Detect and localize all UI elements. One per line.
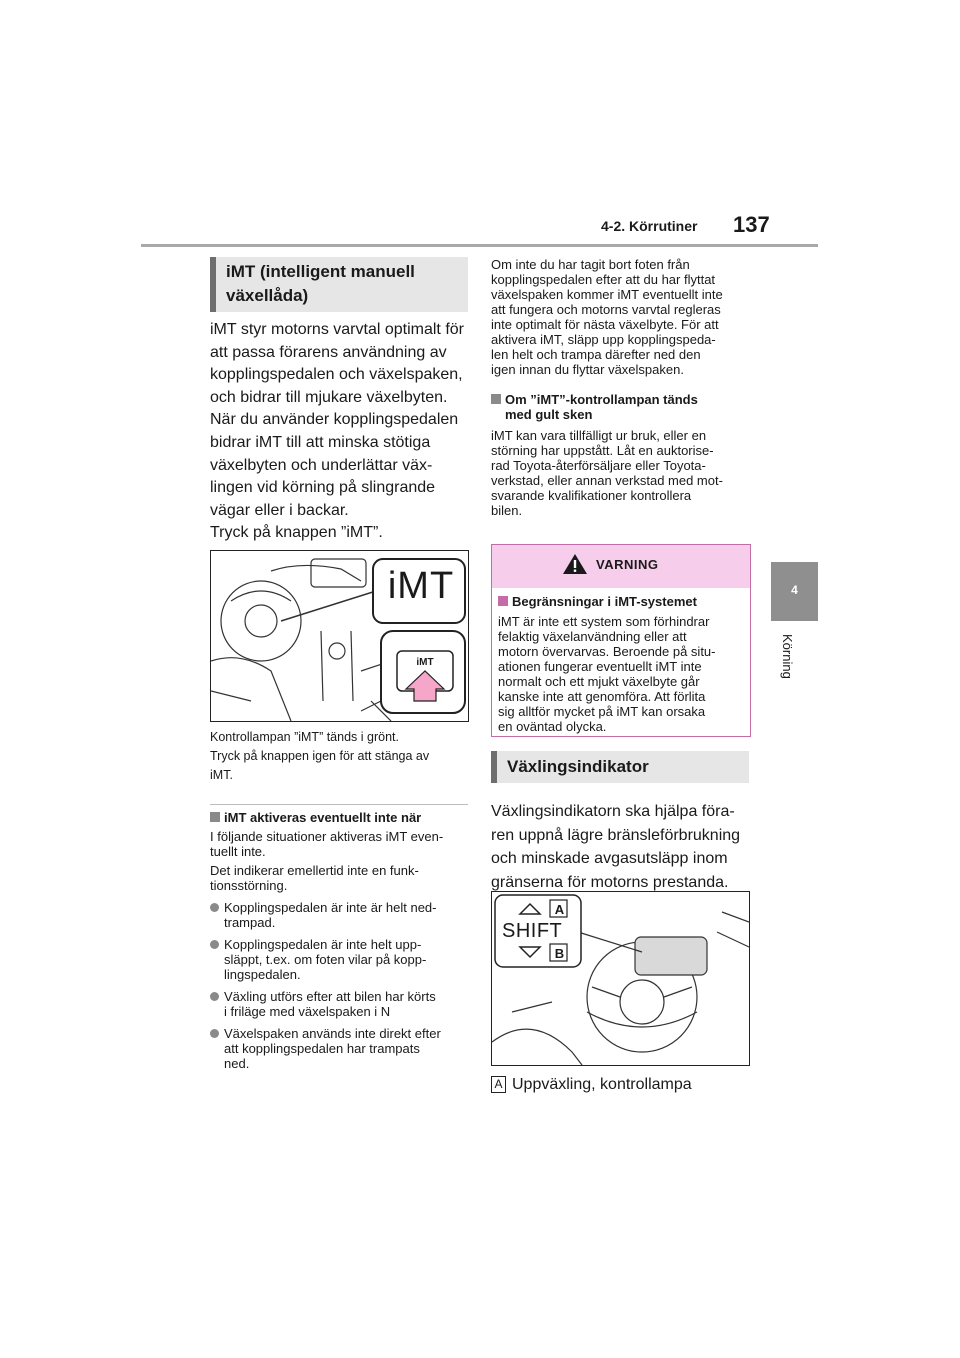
- intro-line: lingen vid körning på slingrande: [210, 479, 436, 497]
- continued-text: Om inte du har tagit bort foten från kopplingspedalen efter att du har flyttat växelspaken kommer iMT eventuellt inte att fungera och motorns varvtal regleras inte optimalt för nästa växelbyte. För att aktivera iMT, släpp upp kopplingspeda- len helt och trampa därefter ned den igen innan du flyttar växelspaken.: [491, 257, 723, 377]
- intro-line: kopplingspedalen och växelspaken,: [210, 366, 463, 384]
- list-item: Kopplingspedalen är inte helt upp- släppt, t.ex. om foten vilar på kopp- lingspedalen.: [210, 937, 468, 982]
- yellow-lamp-note: [491, 392, 753, 518]
- warning-box: [491, 544, 751, 737]
- activation-para: Det indikerar emellertid inte en funk- tionsstörning.: [210, 863, 419, 893]
- square-bullet-icon: [210, 812, 220, 822]
- intro-line: vägar eller i backar.: [210, 501, 349, 519]
- warning-header: [492, 545, 750, 588]
- intro-line: och bidrar till mjukare växelbyten.: [210, 388, 448, 406]
- list-item: Kopplingspedalen är inte är helt ned- trampad.: [210, 900, 468, 930]
- shift-section-heading: [491, 751, 749, 783]
- shift-intro: Växlingsindikatorn ska hjälpa föra- ren uppnå lägre bränsleförbrukning och minskade avgasutsläpp inom gränserna för motorns prestanda.: [491, 803, 741, 891]
- imt-heading-text: iMT (intelligent manuell växellåda): [226, 262, 415, 305]
- key-b-label: B: [554, 946, 565, 961]
- square-bullet-icon: [498, 596, 508, 606]
- bullet-dot-icon: [210, 903, 219, 912]
- intro-line: bidrar iMT till att minska stötiga: [210, 433, 431, 451]
- warning-title: Begränsningar i iMT-systemet: [498, 594, 742, 609]
- chapter-number: 4: [791, 583, 798, 597]
- intro-line: växelbyten och underlättar väx-: [210, 456, 433, 474]
- imt-button-illustration: [210, 550, 469, 722]
- activation-para: I följande situationer aktiveras iMT even- tuellt inte.: [210, 829, 444, 859]
- yellow-lamp-body: iMT kan vara tillfälligt ur bruk, eller en störning har uppstått. Låt en auktorise- rad Toyota-återförsäljare eller Toyota- verkstad, eller annan verkstad med mot- svarande kvalifikationer kontrollera bilen.: [491, 428, 723, 518]
- legend-key: A: [491, 1076, 506, 1093]
- warning-body: iMT är inte ett system som förhindrar felaktig växelanvändning eller att motorn övervarvas. Beroende på situ- ationen fungerar eventuellt iMT inte normalt och ett mjukt växelbyte går kanske inte att genomföra. Att förlita sig alltför mycket på iMT kan orsaka en oväntad olycka.: [498, 614, 716, 734]
- steering-wheel-drawing: [492, 892, 749, 1065]
- intro-line: Tryck på knappen ”iMT”.: [210, 524, 383, 542]
- warning-content: [492, 588, 750, 734]
- caption-line: Tryck på knappen igen för att stänga av: [210, 749, 430, 763]
- legend-text: Uppväxling, kontrollampa: [512, 1076, 692, 1093]
- warning-label: VARNING: [596, 557, 659, 572]
- shift-label: SHIFT: [502, 920, 563, 942]
- page-number: 137: [733, 212, 770, 237]
- square-bullet-icon: [491, 394, 501, 404]
- caption-line: Kontrollampan ”iMT” tänds i grönt.: [210, 730, 399, 744]
- imt-button-label: iMT: [416, 657, 434, 668]
- imt-intro: [210, 319, 472, 545]
- divider: [210, 804, 468, 805]
- imt-section-heading: [210, 257, 468, 312]
- shift-indicator-illustration: [491, 891, 750, 1066]
- bullet-dot-icon: [210, 940, 219, 949]
- yellow-lamp-title: Om ”iMT”-kontrollampan tänds med gult sken: [491, 392, 753, 422]
- chapter-title: Körning: [780, 634, 795, 679]
- activation-notes: [210, 810, 468, 1071]
- shift-heading-text: Växlingsindikator: [507, 757, 649, 776]
- activation-title: iMT aktiveras eventuellt inte när: [210, 810, 468, 825]
- warning-triangle-icon: [562, 553, 588, 575]
- intro-line: att passa förarens användning av: [210, 343, 447, 361]
- illustration-caption: [210, 728, 472, 785]
- caption-line: iMT.: [210, 768, 233, 782]
- bullet-dot-icon: [210, 1029, 219, 1038]
- header-divider: [141, 244, 818, 247]
- intro-line: När du använder kopplingspedalen: [210, 411, 459, 429]
- key-a-label: A: [554, 902, 565, 917]
- imt-big-label: iMT: [387, 565, 455, 607]
- section-title: 4-2. Körrutiner: [601, 218, 698, 234]
- bullet-dot-icon: [210, 992, 219, 1001]
- list-item: Växelspaken används inte direkt efter att kopplingspedalen har trampats ned.: [210, 1026, 468, 1071]
- intro-line: iMT styr motorns varvtal optimalt för: [210, 321, 464, 338]
- list-item: Växling utförs efter att bilen har körts i friläge med växelspaken i N: [210, 989, 468, 1019]
- legend-a: [491, 1075, 692, 1095]
